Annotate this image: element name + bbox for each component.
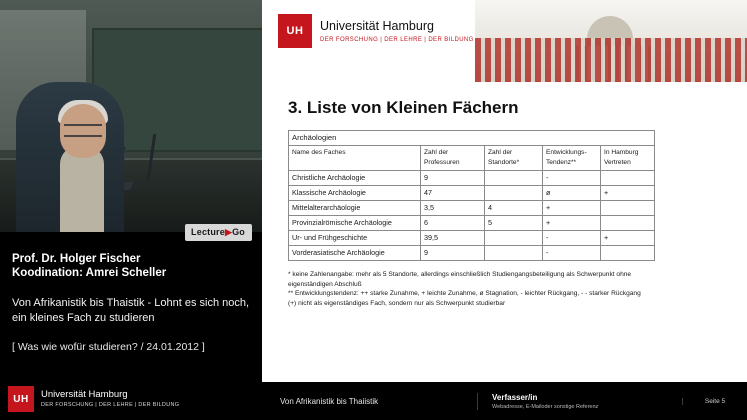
cell-hamburg: + <box>601 186 655 201</box>
cell-hamburg <box>601 246 655 261</box>
uhh-logo-icon-slide: UH <box>278 14 312 48</box>
cell-tendenz: ø <box>543 186 601 201</box>
slide-footer <box>262 382 747 420</box>
speaker-name-line2: Koodination: Amrei Scheller <box>12 267 167 279</box>
footer-author-label: Verfasser/in <box>492 392 538 402</box>
university-name: Universität Hamburg <box>41 388 128 400</box>
cell-professuren: 9 <box>421 171 485 186</box>
photo-facade <box>475 38 747 82</box>
column-header-professuren: Zahl der Professuren <box>421 146 485 171</box>
cell-tendenz: - <box>543 246 601 261</box>
slide-pane[interactable] <box>262 0 747 420</box>
column-header-hamburg: In Hamburg Vertreten <box>601 146 655 171</box>
table-row <box>289 231 655 246</box>
speaker-video[interactable] <box>0 0 262 232</box>
cell-professuren: 3,5 <box>421 201 485 216</box>
university-building-photo <box>475 0 747 82</box>
table-row <box>289 216 655 231</box>
slide-body <box>262 82 747 382</box>
footnote-2: ** Entwicklungstendenz: ++ starke Zunahme, + leichte Zunahme, ø Stagnation, - leichter Rückgang, - - starker Rückgang <box>288 290 641 298</box>
uhh-logo-icon: UH <box>8 386 34 412</box>
table-header-row <box>289 146 655 171</box>
cell-tendenz: + <box>543 216 601 231</box>
column-header-name: Name des Faches <box>289 146 421 171</box>
slide-header <box>262 0 747 82</box>
cell-standorte: 4 <box>485 201 543 216</box>
footer-talk-title-text: Von Afrikanistik bis Thaiistik <box>280 396 379 406</box>
cell-subject: Vorderasiatische Archäologie <box>289 246 421 261</box>
table-row <box>289 186 655 201</box>
slide-title: 3. Liste von Kleinen Fächern <box>288 98 519 117</box>
cell-subject: Mittelalterarchäologie <box>289 201 421 216</box>
speaker-glasses <box>64 124 102 137</box>
slide-university-motto: DER FORSCHUNG | DER LEHRE | DER BILDUNG <box>320 37 474 43</box>
slide-university-name: Universität Hamburg <box>320 19 434 33</box>
speaker-name <box>12 252 250 280</box>
column-header-standorte: Zahl der Standorte* <box>485 146 543 171</box>
footer-talk-title <box>262 397 477 406</box>
cell-standorte <box>485 186 543 201</box>
university-text <box>41 390 179 408</box>
table-footnotes <box>288 270 654 308</box>
footer-author-reference: Webadresse, E-Mailoder sonstige Referenz <box>492 403 599 410</box>
cell-standorte <box>485 246 543 261</box>
slide-university-logo <box>278 14 474 48</box>
cell-hamburg: + <box>601 231 655 246</box>
speaker-figure <box>16 82 124 232</box>
cell-tendenz: + <box>543 201 601 216</box>
cell-standorte <box>485 171 543 186</box>
table-group-row <box>289 131 655 146</box>
slide-logo-text <box>320 19 474 43</box>
small-subjects-table <box>288 130 655 261</box>
speaker-shirt <box>60 146 104 232</box>
university-bar <box>0 378 262 420</box>
table-row <box>289 171 655 186</box>
cell-professuren: 39,5 <box>421 231 485 246</box>
lecture2go-badge[interactable] <box>185 224 252 241</box>
footnote-1: * keine Zahlenangabe: mehr als 5 Standorte, allerdings einschließlich Studiengangsbeteiligung als Schwerpunkt ohne eigenständigen Abschluß <box>288 271 632 288</box>
talk-subtitle: [ Was wie wofür studieren? / 24.01.2012 ] <box>12 341 205 353</box>
lecture2go-label: Lecture <box>191 227 225 237</box>
column-header-tendenz: Entwicklungs-Tendenz** <box>543 146 601 171</box>
cell-professuren: 47 <box>421 186 485 201</box>
cell-hamburg <box>601 201 655 216</box>
table-row <box>289 246 655 261</box>
cell-tendenz: - <box>543 171 601 186</box>
footer-page-number: Seite 5 <box>682 398 747 405</box>
university-motto: DER FORSCHUNG | DER LEHRE | DER BILDUNG <box>41 402 180 409</box>
cell-standorte: 5 <box>485 216 543 231</box>
footnote-3: (+) nicht als eigenständiges Fach, sondern nur als Schwerpunkt studierbar <box>288 299 506 307</box>
lecture2go-suffix: Go <box>232 227 245 237</box>
video-pane[interactable] <box>0 0 262 420</box>
cell-subject: Ur- und Frühgeschichte <box>289 231 421 246</box>
cell-standorte <box>485 231 543 246</box>
cell-hamburg <box>601 216 655 231</box>
cell-subject: Christliche Archäologie <box>289 171 421 186</box>
talk-title: Von Afrikanistik bis Thaistik - Lohnt es sich noch, ein kleines Fach zu studieren <box>12 297 250 324</box>
cell-professuren: 6 <box>421 216 485 231</box>
table-row <box>289 201 655 216</box>
cell-subject: Provinzialrömische Archäologie <box>289 216 421 231</box>
cell-tendenz: - <box>543 231 601 246</box>
cell-subject: Klassische Archäologie <box>289 186 421 201</box>
cell-hamburg <box>601 171 655 186</box>
cell-professuren: 9 <box>421 246 485 261</box>
play-arrow-icon: ▶ <box>224 227 233 237</box>
speaker-name-line1: Prof. Dr. Holger Fischer <box>12 253 141 265</box>
table-group-label: Archäologien <box>289 131 655 146</box>
footer-author <box>477 393 682 410</box>
